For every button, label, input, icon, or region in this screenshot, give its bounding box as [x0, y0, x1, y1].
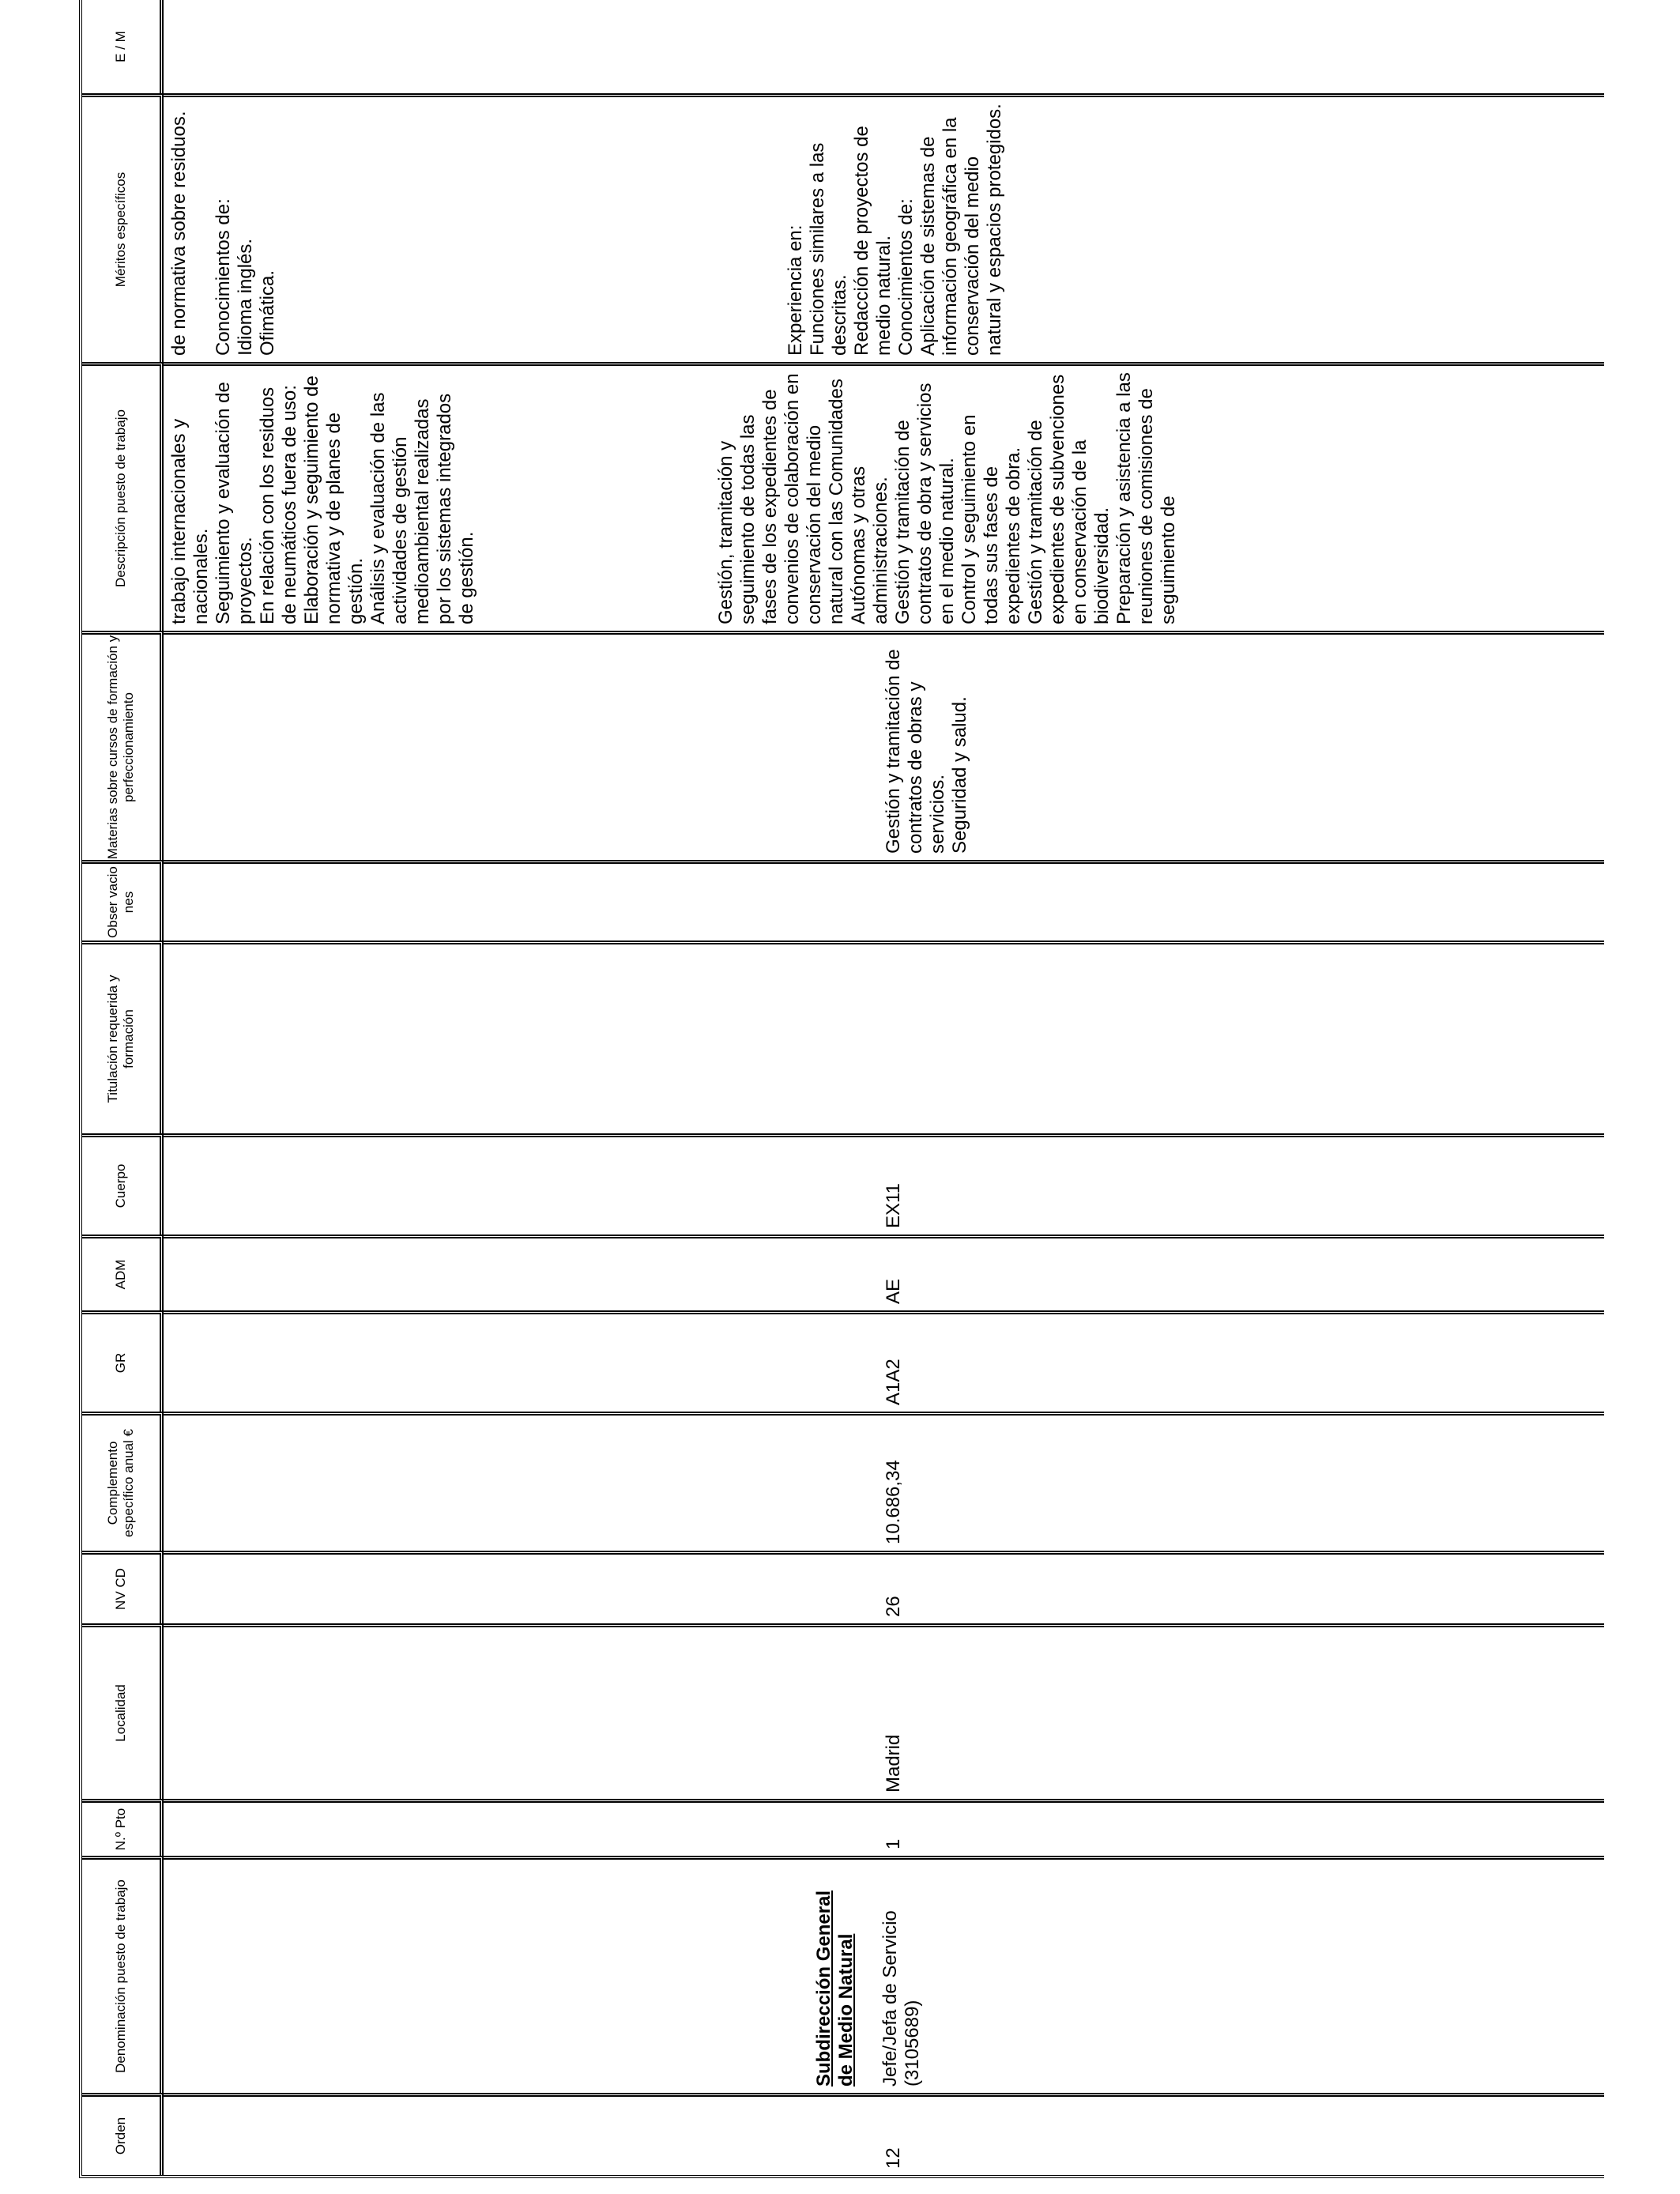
- header-gr: GR: [82, 1310, 164, 1412]
- cuerpo-value: EX11: [883, 1183, 904, 1228]
- denominacion-value: Jefe/Jefa de Servicio (3105689): [880, 1910, 923, 2087]
- header-complemento: Complemento específico anual €: [82, 1412, 164, 1551]
- header-nv-cd: NV CD: [82, 1551, 164, 1623]
- descripcion-prev-item: trabajo internacionales y nacionales.: [168, 418, 212, 624]
- cell-em: [164, 0, 1604, 93]
- header-denominacion: Denominación puesto de trabajo: [82, 1856, 164, 2093]
- header-localidad: Localidad: [82, 1623, 164, 1799]
- descripcion-item: Gestión y tramitación de contratos de obra y servicios en el medio natural.: [892, 383, 958, 624]
- cell-denominacion: [164, 1856, 1604, 2093]
- meritos-item: Redacción de proyectos de medio natural.: [851, 126, 895, 356]
- meritos-item: Experiencia en:: [785, 224, 806, 356]
- section-title: Subdirección General de Medio Natural: [813, 1890, 857, 2087]
- header-observaciones: Obser vacio nes: [82, 860, 164, 941]
- header-meritos: Méritos específicos: [82, 93, 164, 362]
- cell-titulacion: [164, 941, 1604, 1133]
- nv-cd-value: 26: [883, 1596, 904, 1617]
- header-row: [82, 0, 164, 2175]
- complemento-value: 10.686,34: [883, 1460, 904, 1544]
- localidad-value: Madrid: [883, 1734, 904, 1793]
- cell-gr: [164, 1310, 1604, 1412]
- meritos-prev-item: de normativa sobre residuos.: [168, 111, 190, 356]
- descripcion-item: Gestión y tramitación de expedientes de subvenciones en conservación de la biodiversidad.: [1025, 374, 1113, 624]
- header-cuerpo: Cuerpo: [82, 1133, 164, 1235]
- descripcion-prev-item: Elaboración y seguimiento de normativa y de planes de gestión.: [301, 375, 367, 624]
- cell-n-pto: [164, 1799, 1604, 1856]
- descripcion-item: Preparación y asistencia a las reuniones de comisiones de seguimiento de: [1113, 372, 1179, 624]
- descripcion-prev-item: Seguimiento y evaluación de proyectos.: [213, 382, 256, 624]
- header-titulacion: Titulación requerida y formación: [82, 941, 164, 1133]
- cell-descripcion: [164, 362, 1604, 631]
- header-adm: ADM: [82, 1235, 164, 1310]
- adm-value: AE: [883, 1278, 904, 1304]
- meritos-prev-item: Conocimientos de:: [213, 198, 234, 356]
- header-orden: Orden: [82, 2093, 164, 2175]
- materias-item: Seguridad y salud.: [949, 696, 970, 854]
- orden-value: 12: [883, 2147, 904, 2169]
- descripcion-prev-item: En relación con los residuos de neumáticos fuera de uso:: [257, 385, 300, 624]
- meritos-item: Conocimientos de:: [895, 198, 917, 356]
- cell-orden: [164, 2093, 1604, 2175]
- cell-localidad: [164, 1623, 1604, 1799]
- meritos-prev-item: Idioma inglés.: [235, 238, 256, 356]
- cell-meritos: [164, 93, 1604, 362]
- header-materias: Materias sobre cursos de formación y perfeccionamiento: [82, 631, 164, 860]
- cell-observaciones: [164, 860, 1604, 941]
- gr-value: A1A2: [883, 1359, 904, 1405]
- cell-cuerpo: [164, 1133, 1604, 1235]
- header-n-pto: N.º Pto: [82, 1799, 164, 1856]
- meritos-item: Aplicación de sistemas de información geográfica en la conservación del medio natural y espacios protegidos.: [917, 104, 1005, 356]
- cell-complemento: [164, 1412, 1604, 1551]
- header-em: E / M: [82, 0, 164, 93]
- table-row: [164, 0, 1604, 2175]
- meritos-prev-item: Ofimática.: [257, 270, 278, 356]
- descripcion-item: Gestión, tramitación y seguimiento de todas las fases de los expedientes de convenios de colaboración en conservación del medio natural con las Comunidades Autónomas y otras administraciones.: [715, 373, 891, 624]
- header-descripcion: Descripción puesto de trabajo: [82, 362, 164, 631]
- n-pto-value: 1: [883, 1838, 904, 1849]
- cell-materias: [164, 631, 1604, 860]
- meritos-item: Funciones similares a las descritas.: [807, 142, 850, 356]
- job-positions-table: [79, 0, 1604, 2178]
- descripcion-prev-item: Análisis y evaluación de las actividades de gestión medioambiental realizadas por los sistemas integrados de gestión.: [367, 392, 477, 624]
- descripcion-item: Control y seguimiento en todas sus fases de expedientes de obra.: [959, 414, 1024, 624]
- materias-item: Gestión y tramitación de contratos de obras y servicios.: [883, 649, 948, 854]
- cell-adm: [164, 1235, 1604, 1310]
- cell-nv-cd: [164, 1551, 1604, 1623]
